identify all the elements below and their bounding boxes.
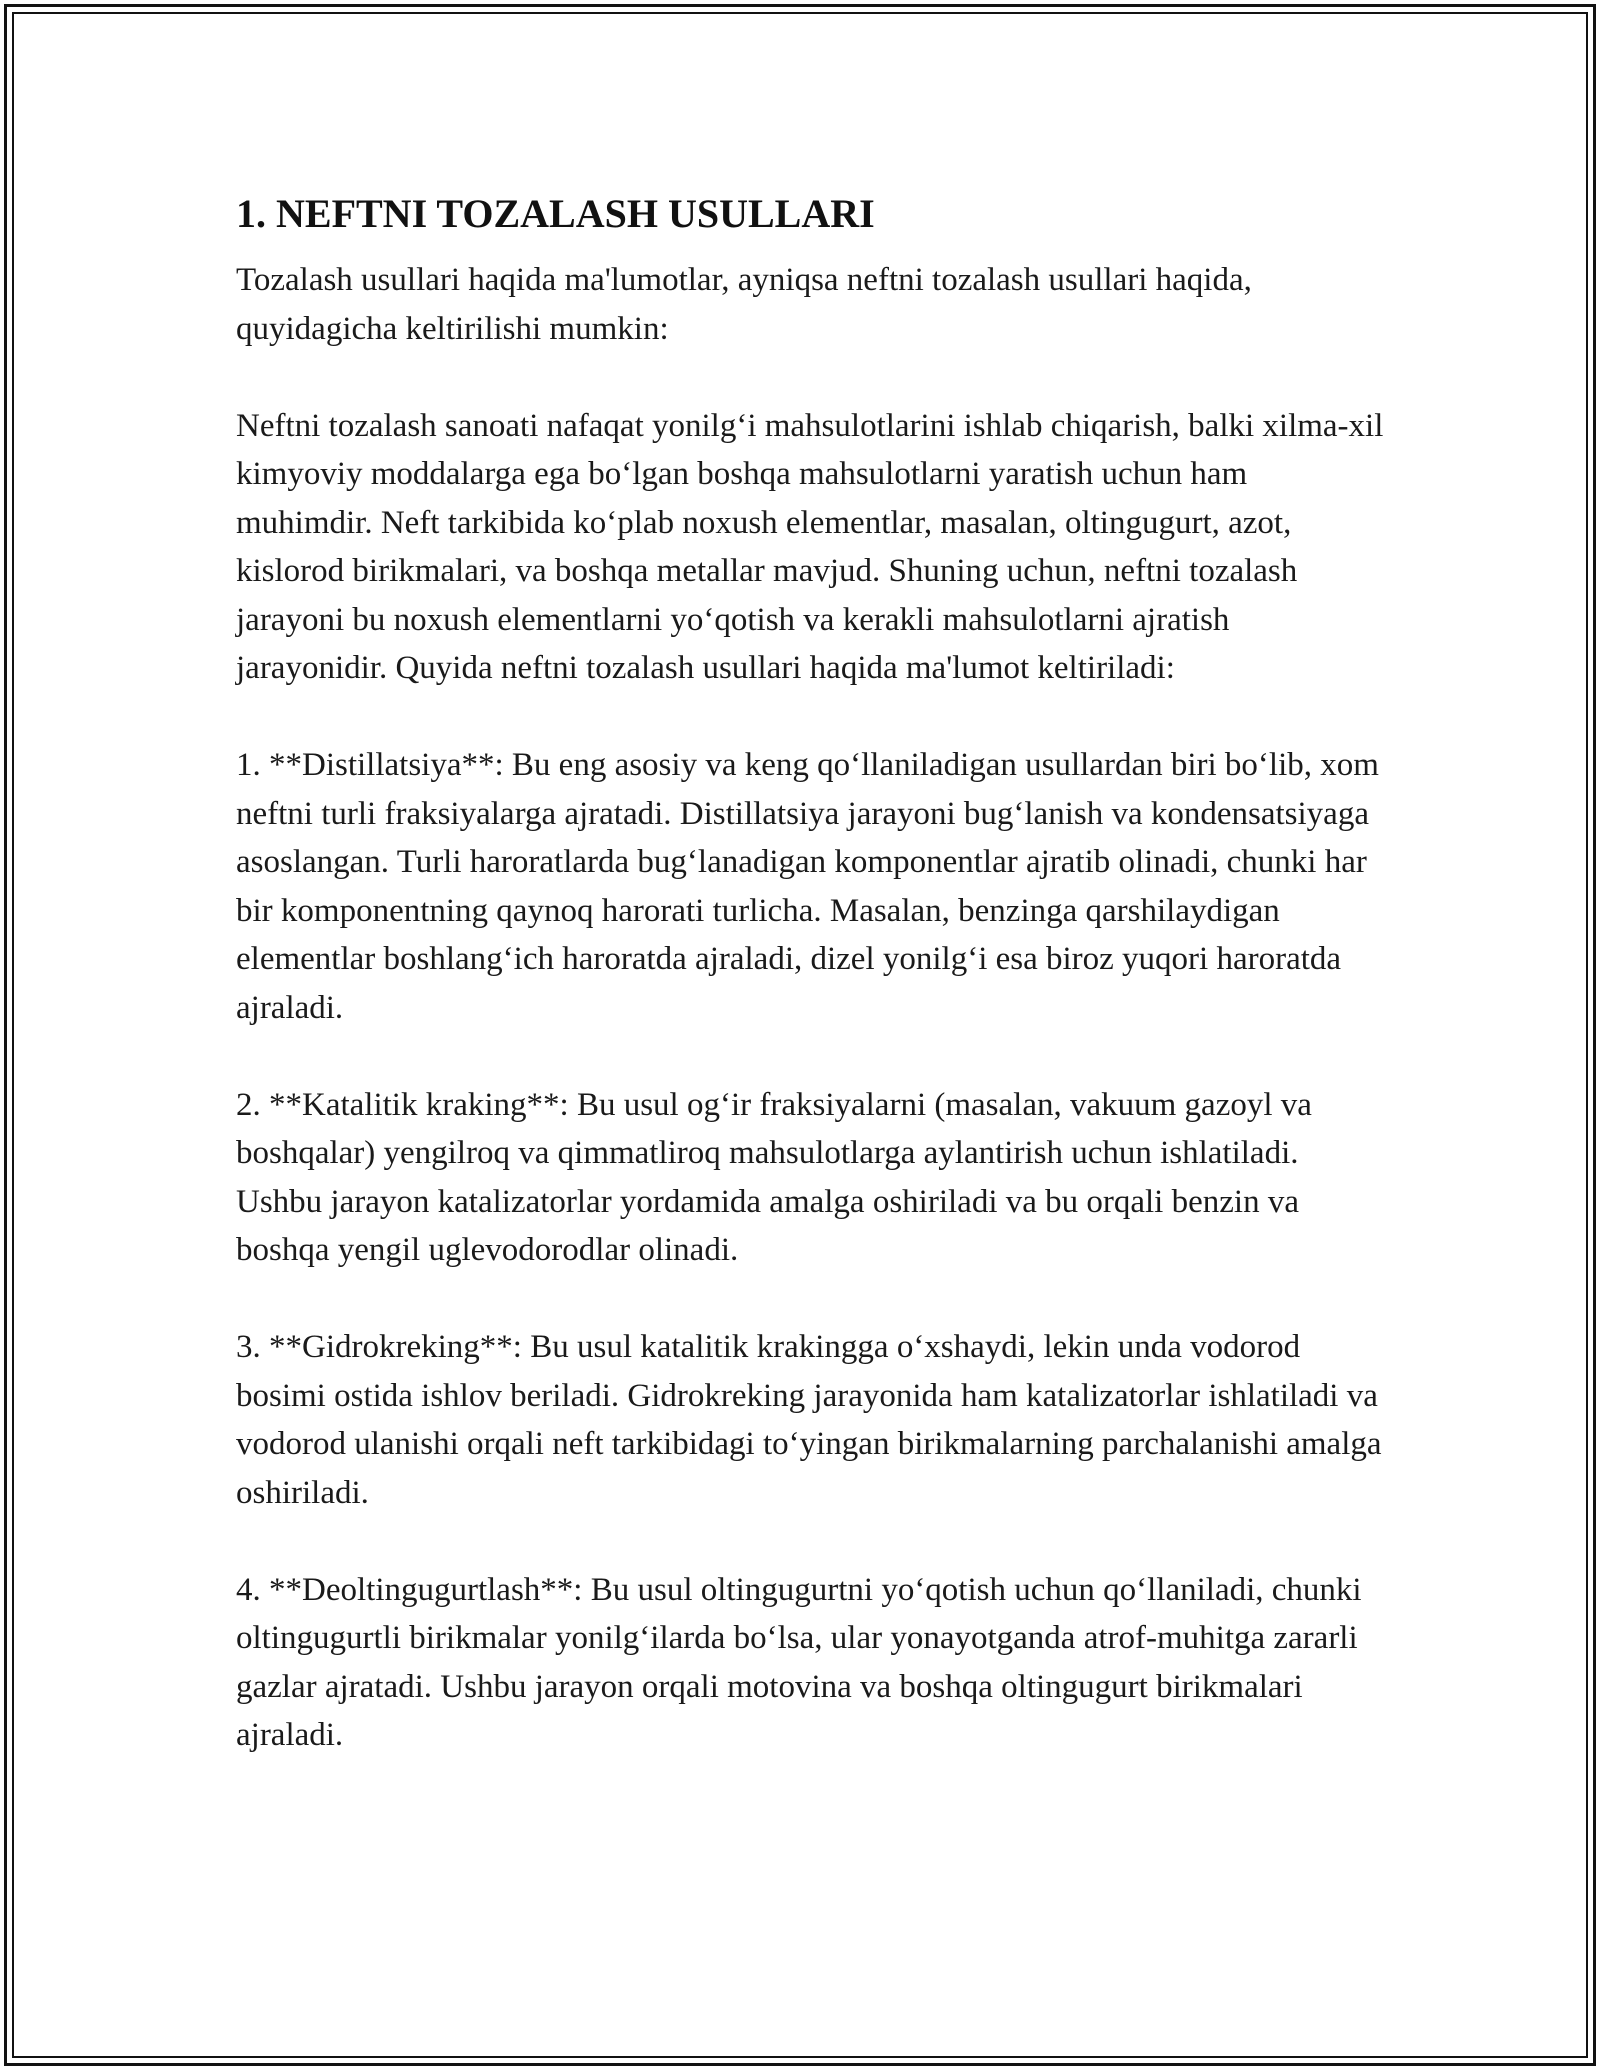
- desulfurization-paragraph: 4. **Deoltingugurtlash**: Bu usul oltingugurtni yo‘qotish uchun qo‘llaniladi, chunki oltingugurtli birikmalar yonilg‘ilarda bo‘lsa, ular yonayotganda atrof-muhitga zararli gazlar ajratadi. Ushbu jarayon orqali motovina va boshqa oltingugurt birikmalari ajraladi.: [236, 1571, 1362, 1753]
- document-title: 1. NEFTNI TOZALASH USULLARI: [236, 191, 875, 236]
- distillation-paragraph: 1. **Distillatsiya**: Bu eng asosiy va keng qo‘llaniladigan usullardan biri bo‘lib, xom neftni turli fraksiyalarga ajratadi. Distillatsiya jarayoni bug‘lanish va kondensatsiyaga asoslangan. Turli haroratlarda bug‘lanadigan komponentlar ajratib olinadi, chunki har bir komponentning qaynoq harorati turlicha. Masalan, benzinga qarshilaydigan elementlar boshlang‘ich haroratda ajraladi, dizel yonilg‘i esa biroz yuqori haroratda ajraladi.: [236, 747, 1379, 1026]
- document-body: [236, 186, 1386, 1808]
- catalytic-cracking-paragraph: 2. **Katalitik kraking**: Bu usul og‘ir fraksiyalarni (masalan, vakuum gazoyl va boshqalar) yengilroq va qimmatliroq mahsulotlarga aylantirish uchun ishlatiladi. Ushbu jarayon katalizatorlar yordamida amalga oshiriladi va bu orqali benzin va boshqa yengil uglevodorodlar olinadi.: [236, 1086, 1312, 1268]
- intro-paragraph: Tozalash usullari haqida ma'lumotlar, ayniqsa neftni tozalash usullari haqida, quyidagicha keltirilishi mumkin:: [236, 262, 1252, 347]
- overview-paragraph: Neftni tozalash sanoati nafaqat yonilg‘i mahsulotlarini ishlab chiqarish, balki xilma-xil kimyoviy moddalarga ega bo‘lgan boshqa mahsulotlarni yaratish uchun ham muhimdir. Neft tarkibida ko‘plab noxush elementlar, masalan, oltingugurt, azot, kislorod birikmalari, va boshqa metallar mavjud. Shuning uchun, neftni tozalash jarayoni bu noxush elementlarni yo‘qotish va kerakli mahsulotlarni ajratish jarayonidir. Quyida neftni tozalash usullari haqida ma'lumot keltiriladi:: [236, 407, 1384, 686]
- hydrocracking-paragraph: 3. **Gidrokreking**: Bu usul katalitik krakingga o‘xshaydi, lekin unda vodorod bosimi ostida ishlov beriladi. Gidrokreking jarayonida ham katalizatorlar ishlatiladi va vodorod ulanishi orqali neft tarkibidagi to‘yingan birikmalarning parchalanishi amalga oshiriladi.: [236, 1329, 1382, 1511]
